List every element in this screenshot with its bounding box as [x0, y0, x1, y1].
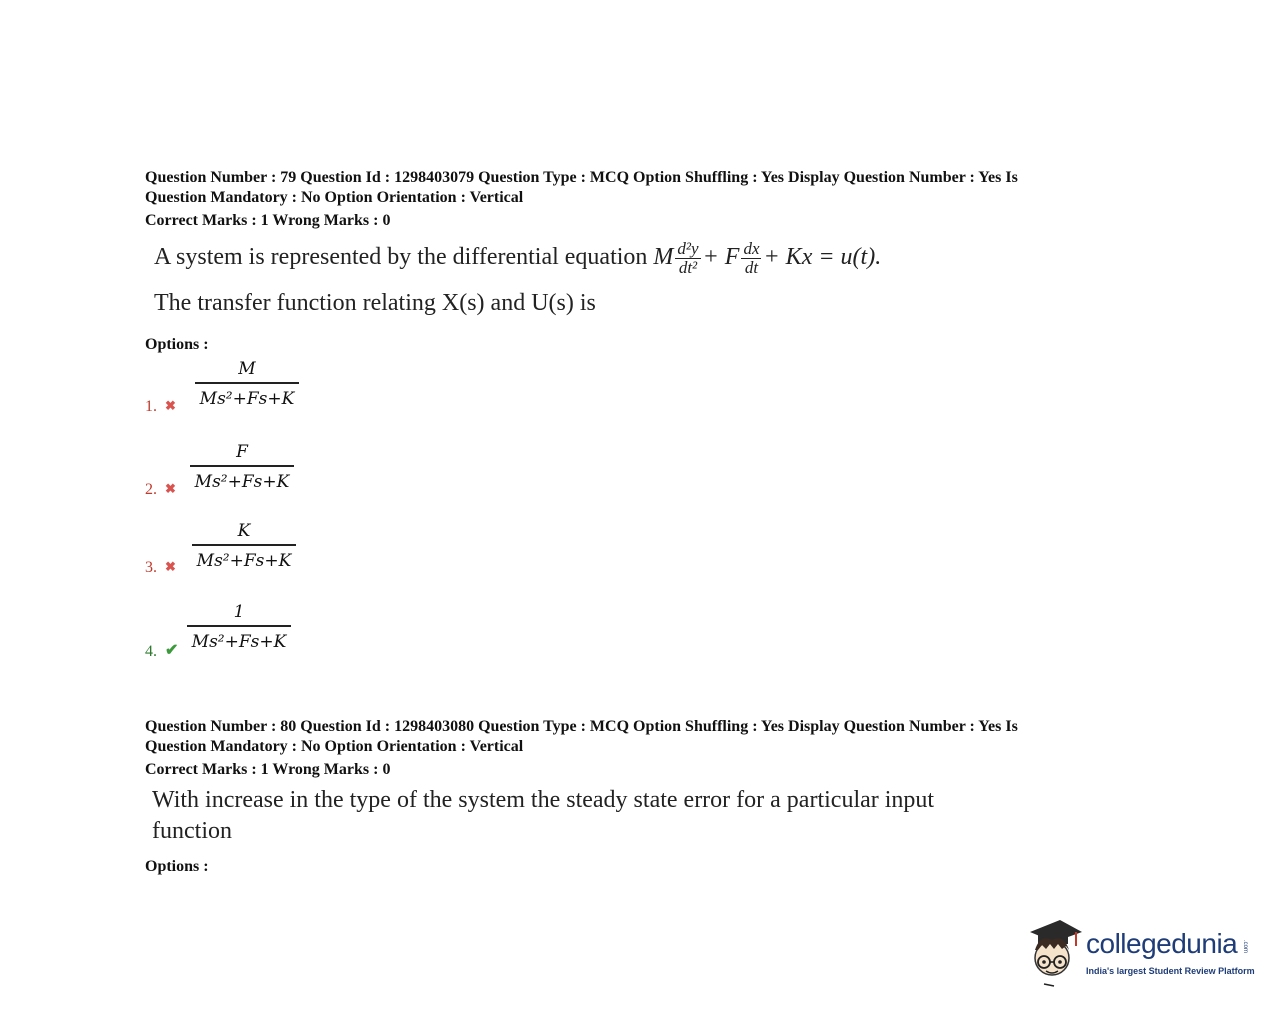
option-numerator: 1 — [233, 602, 245, 622]
q79-meta-line1: Question Number : 79 Question Id : 1298403079 Question Type : MCQ Option Shuffling : Yes Display Question Number : Yes Is — [145, 169, 1018, 186]
q79-eq-tail: + Kx = u(t). — [763, 244, 882, 271]
option-number: 1. — [145, 398, 157, 415]
q79-eq-dt2: dt² — [678, 258, 698, 277]
option-number: 3. — [145, 559, 157, 576]
option-numerator: K — [237, 521, 251, 541]
q79-eq-d2y: d²y — [677, 239, 699, 258]
q79-eq-M: M — [653, 244, 674, 271]
q79-marks: Correct Marks : 1 Wrong Marks : 0 — [145, 212, 391, 229]
option-denominator: Ms²+Fs+K — [196, 551, 292, 571]
wrong-mark-icon: ✖ — [165, 481, 176, 496]
option-number: 2. — [145, 481, 157, 498]
option-numerator: F — [236, 442, 248, 462]
fraction-bar — [195, 382, 299, 384]
q79-options-label: Options : — [145, 336, 209, 353]
option-fraction — [195, 358, 299, 410]
option-number: 4. — [145, 643, 157, 660]
logo-tagline: India's largest Student Review Platform — [1086, 966, 1255, 976]
option-fraction — [187, 601, 291, 653]
wrong-mark-icon: ✖ — [165, 398, 176, 413]
q79-option-3[interactable] — [145, 517, 445, 577]
q79-eq-dt: dt — [744, 258, 759, 277]
option-denominator: Ms²+Fs+K — [194, 472, 290, 492]
q79-option-1[interactable] — [145, 356, 445, 416]
mascot-icon — [1026, 918, 1086, 988]
q79-eq-plusF: + F — [702, 244, 740, 271]
fraction-bar — [192, 544, 296, 546]
collegedunia-logo[interactable] — [1026, 918, 1266, 988]
q79-eq-d2y-frac — [675, 240, 700, 277]
q80-question-line2: function — [152, 818, 232, 844]
logo-com-suffix: .com — [1242, 940, 1248, 954]
q79-option-2[interactable] — [145, 439, 445, 499]
option-numerator: M — [238, 359, 256, 379]
q79-meta — [145, 168, 1105, 208]
option-denominator: Ms²+Fs+K — [199, 389, 295, 409]
q79-option-4[interactable] — [145, 601, 445, 661]
q80-options-label: Options : — [145, 858, 209, 875]
q80-meta-line1: Question Number : 80 Question Id : 1298403080 Question Type : MCQ Option Shuffling : Yes Display Question Number : Yes Is — [145, 718, 1018, 735]
q79-meta-line2: Question Mandatory : No Option Orientation : Vertical — [145, 189, 524, 206]
q79-text-prefix: A system is represented by the differential equation — [154, 244, 654, 271]
option-denominator: Ms²+Fs+K — [191, 632, 287, 652]
option-fraction — [192, 520, 296, 572]
q79-question-line2: The transfer function relating X(s) and U(s) is — [154, 290, 596, 316]
q79-question-text — [154, 240, 881, 277]
q80-meta — [145, 717, 1105, 757]
q79-eq-dx: dx — [743, 239, 760, 258]
option-fraction — [190, 441, 294, 493]
check-mark-icon: ✔ — [165, 642, 179, 659]
logo-wordmark: collegedunia — [1086, 928, 1238, 959]
fraction-bar — [187, 625, 291, 627]
q80-question-text: With increase in the type of the system the steady state error for a particular input — [152, 787, 935, 813]
q80-marks: Correct Marks : 1 Wrong Marks : 0 — [145, 761, 391, 778]
q79-eq-dx-frac — [741, 240, 761, 277]
fraction-bar — [190, 465, 294, 467]
wrong-mark-icon: ✖ — [165, 559, 176, 574]
q80-meta-line2: Question Mandatory : No Option Orientation : Vertical — [145, 738, 524, 755]
